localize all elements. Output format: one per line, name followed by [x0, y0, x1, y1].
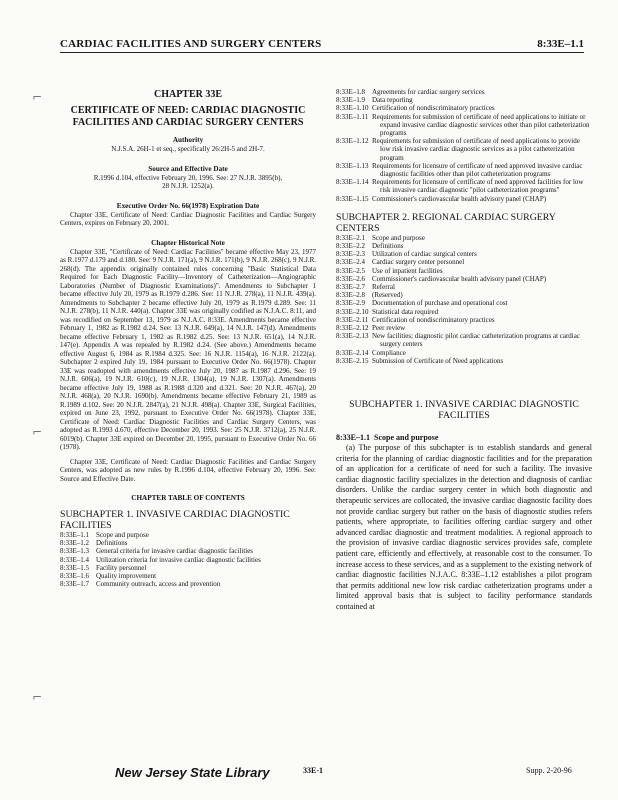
toc-entry: 8:33E–2.11 Certification of nondiscriminatory practices — [336, 315, 495, 324]
toc-entry: 8:33E–1.10 Certification of nondiscriminatory practices — [336, 104, 495, 113]
toc-subchapter-1-title: SUBCHAPTER 1. INVASIVE CARDIAC DIAGNOSTIC FACILITIES — [60, 509, 290, 531]
subchapter-1-heading: SUBCHAPTER 1. INVASIVE CARDIAC DIAGNOSTIC FACILITIES — [349, 399, 579, 422]
toc-entry: 8:33E–2.6 Commissioner's cardiovascular health advisory panel (CHAP) — [336, 274, 547, 283]
toc-heading: CHAPTER TABLE OF CONTENTS — [131, 494, 245, 502]
section-number: 8:33E–1.1 — [336, 433, 370, 443]
section-title: Scope and purpose — [374, 433, 439, 443]
toc-entry: 8:33E–1.7 Community outreach, access and prevention — [60, 580, 221, 589]
header-title: CARDIAC FACILITIES AND SURGERY CENTERS — [60, 38, 322, 50]
toc-entry: 8:33E–1.11 Requirements for submission of certificate of need applications to initiate or expand invasive cardiac diagnostic services other than pilot catheterization programs — [336, 112, 590, 138]
historical-note-text-2: Chapter 33E, Certificate of Need: Cardiac Diagnostic Facilities and Cardiac Surgery Centers, was adopted as new rules by R.1996 d.104, effective February 20, 1996. See: Source and Effective Date. — [60, 457, 316, 483]
toc-subchapter-2-list — [336, 234, 592, 365]
right-column — [336, 88, 592, 673]
toc-entry: 8:33E–2.12 Peer review — [336, 324, 406, 333]
toc-subchapter-1-list — [60, 531, 316, 588]
supplement-date: Supp. 2-20-96 — [526, 766, 572, 775]
toc-entry: 8:33E–2.10 Statistical data required — [336, 307, 439, 316]
source-heading: Source and Effective Date — [148, 164, 228, 173]
executive-order-text: Chapter 33E, Certificate of Need: Cardiac Diagnostic Facilities and Cardiac Surgery Centers, expires on February 20, 2001. — [60, 210, 316, 227]
toc-entry: 8:33E–2.9 Documentation of purchase and operational cost — [336, 299, 508, 308]
toc-entry: 8:33E–2.5 Use of inpatient facilities — [336, 266, 443, 275]
executive-order-heading: Executive Order No. 66(1978) Expiration Date — [116, 201, 260, 210]
toc-entry: 8:33E–2.7 Referral — [336, 283, 395, 292]
toc-entry: 8:33E–2.4 Cardiac surgery center personnel — [336, 258, 465, 267]
margin-mark: ⌐ — [32, 90, 43, 104]
source-text: R.1996 d.104, effective February 20, 1996. See: 27 N.J.R. 3895(b), 28 N.J.R. 1252(a). — [93, 173, 283, 190]
section-body: (a) The purpose of this subchapter is to establish standards and general criteria for the planning of cardiac diagnostic facilities and for the preparation of an application for a certificate of need for such a facility. The invasive cardiac diagnostic facility specializes in the detection and diagnosis of cardiac disorders. Unlike the cardiac surgery center in which both diagnostic and therapeutic services are collocated, the invasive cardiac diagnostic facility does not provide cardiac surgery but rather on the basis of diagnostic studies refers patients, where appropriate, to facilities offering cardiac surgery and other advanced cardiac diagnostic and treatment modalities. A regional approach to the provision of invasive cardiac diagnostic services provides safe, complete patient care, efficiently and effectively, at reasonable cost to the consumer. To increase access to these services, and as a supplement to the existing network of cardiac diagnostic facilities N.J.A.C. 8:33E–1.12 establishes a pilot program that permits additional new low risk cardiac catheterization programs under a limited approval basis that is subject to facility performance standards contained at — [336, 443, 592, 611]
toc-entry: 8:33E–1.9 Data reporting — [336, 96, 413, 105]
chapter-title: CERTIFICATE OF NEED: CARDIAC DIAGNOSTIC FACILITIES AND CARDIAC SURGERY CENTERS — [70, 105, 306, 128]
margin-mark: ⌐ — [32, 425, 43, 439]
toc-entry: 8:33E–2.14 Compliance — [336, 348, 406, 357]
running-header — [60, 38, 584, 53]
toc-entry: 8:33E–1.15 Commissioner's cardiovascular health advisory panel (CHAP) — [336, 194, 547, 203]
toc-entry: 8:33E–2.13 New facilities; diagnostic pilot cardiac catheterization programs at cardiac surgery centers — [336, 332, 580, 349]
toc-entry: 8:33E–2.3 Utilization of cardiac surgical centers — [336, 250, 477, 259]
page-number: 33E-1 — [303, 766, 323, 775]
toc-entry: 8:33E–1.12 Requirements for submission of certificate of need applications to provide low risk invasive cardiac diagnostic services as a pilot catheterization program — [336, 137, 580, 162]
toc-entry: 8:33E–2.1 Scope and purpose — [336, 233, 425, 242]
toc-entry: 8:33E–1.5 Facility personnel — [60, 563, 147, 572]
margin-mark: ⌐ — [32, 690, 43, 704]
authority-text: N.J.S.A. 26H-1 et seq., specifically 26:2H-5 and 2H-7. — [111, 145, 265, 153]
toc-subchapter-1-list-continued — [336, 88, 592, 203]
chapter-number: CHAPTER 33E — [153, 89, 223, 100]
toc-entry: 8:33E–1.14 Requirements for licensure of certificate of need approved facilities for low risk invasive cardiac diagnostic "pilot catheterization programs" — [336, 178, 584, 195]
authority-heading: Authority — [172, 136, 204, 144]
section-heading — [336, 433, 592, 443]
toc-entry: 8:33E–1.3 General criteria for invasive cardiac diagnostic facilities — [60, 547, 254, 556]
toc-entry: 8:33E–1.2 Definitions — [60, 539, 128, 548]
header-section-number: 8:33E–1.1 — [537, 38, 584, 50]
toc-entry: 8:33E–2.2 Definitions — [336, 242, 404, 251]
toc-entry: 8:33E–1.8 Agreements for cardiac surgery services — [336, 88, 485, 96]
toc-entry: 8:33E–2.15 Submission of Certificate of Need applications — [336, 356, 504, 365]
toc-subchapter-2-title: SUBCHAPTER 2. REGIONAL CARDIAC SURGERY CENTERS — [336, 211, 556, 234]
toc-entry: 8:33E–1.4 Utilization criteria for invasive cardiac diagnostic facilities — [60, 555, 261, 564]
historical-note-text: Chapter 33E, "Certificate of Need: Cardiac Facilities" became effective May 23, 1977 as R.1977 d.179 and d.180. See: 9 N.J.R. 171(a), 9 N.J.R. 171(b), 9 N.J.R. 268(c), 9 N.J.R. 268(d). The appendix originally contained rules concerning "Basic Statistical Data Required for Each Diagnostic Facility—Inventory of Catheterization—Angiographic Laboratories (Number of Diagnostic Examinations)". Amendments to Subchapter 1 became effective July 20, 1979 as R.1979 d.286. See: 11 N.J.R. 278(a), 11 N.J.R. 439(a). Amendments to Subchapter 2 became effective July 20, 1979 as R.1979 d.289. See: 11 N.J.R. 278(b), 11 N.J.R. 440(a). Chapter 33E was originally codified as N.J.A.C. 8:11, and was recodified on September 13, 1979 as N.J.A.C. 8:33E. Amendments became effective February 1, 1982 as R.1982 d.24. See: 13 N.J.R. 649(a), 14 N.J.R. 147(d). Amendments became effective February 1, 1982 as R.1982 d.25. See: 13 N.J.R. 651(a), 14 N.J.R. 147(e). Appendix A was repealed by R.1982 d.24. (See above.) Amendments became effective August 6, 1984 as R.1984 d.325. See: 16 N.J.R. 1154(a), 16 N.J.R. 2122(a). Subchapter 2 expired July 19, 1984 pursuant to Executive Order No. 66(1978). Chapter 33E was readopted with amendments effective July 20, 1987 as R.1987 d.296. See: 19 N.J.R. 606(a), 19 N.J.R. 610(c), 19 N.J.R. 1304(a), 19 N.J.R. 1307(a). Amendments became effective July 19, 1988 as R.1988 d.320 and d.321. See: 20 N.J.R. 467(a), 20 N.J.R. 468(a), 20 N.J.R. 1690(b). Amendments became effective February 21, 1989 as R.1989 d.102. See: 20 N.J.R. 2847(a), 21 N.J.R. 498(a). Chapter 33E, Surgical Facilities, expired on June 23, 1992, pursuant to Executive Order No. 66(1978). Chapter 33E, Certificate of Need: Cardiac Diagnostic Facilities and Cardiac Surgery Centers, was adopted as R.1993 d.670, effective December 20, 1993. See: 25 N.J.R. 3712(a), 25 N.J.R. 6019(b). Chapter 33E expired on December 20, 1995, pursuant to Executive Order No. 66 (1978). — [60, 247, 316, 451]
toc-entry: 8:33E–1.6 Quality improvement — [60, 572, 157, 581]
toc-entry: 8:33E–1.1 Scope and purpose — [60, 531, 149, 539]
toc-entry: 8:33E–2.8 (Reserved) — [336, 291, 403, 300]
left-column — [60, 88, 316, 673]
library-stamp: New Jersey State Library — [115, 765, 270, 780]
toc-entry: 8:33E–1.13 Requirements for licensure of certificate of need approved invasive cardiac diagnostic facilities other than pilot catheterization programs — [336, 161, 583, 179]
historical-note-heading: Chapter Historical Note — [151, 238, 225, 247]
